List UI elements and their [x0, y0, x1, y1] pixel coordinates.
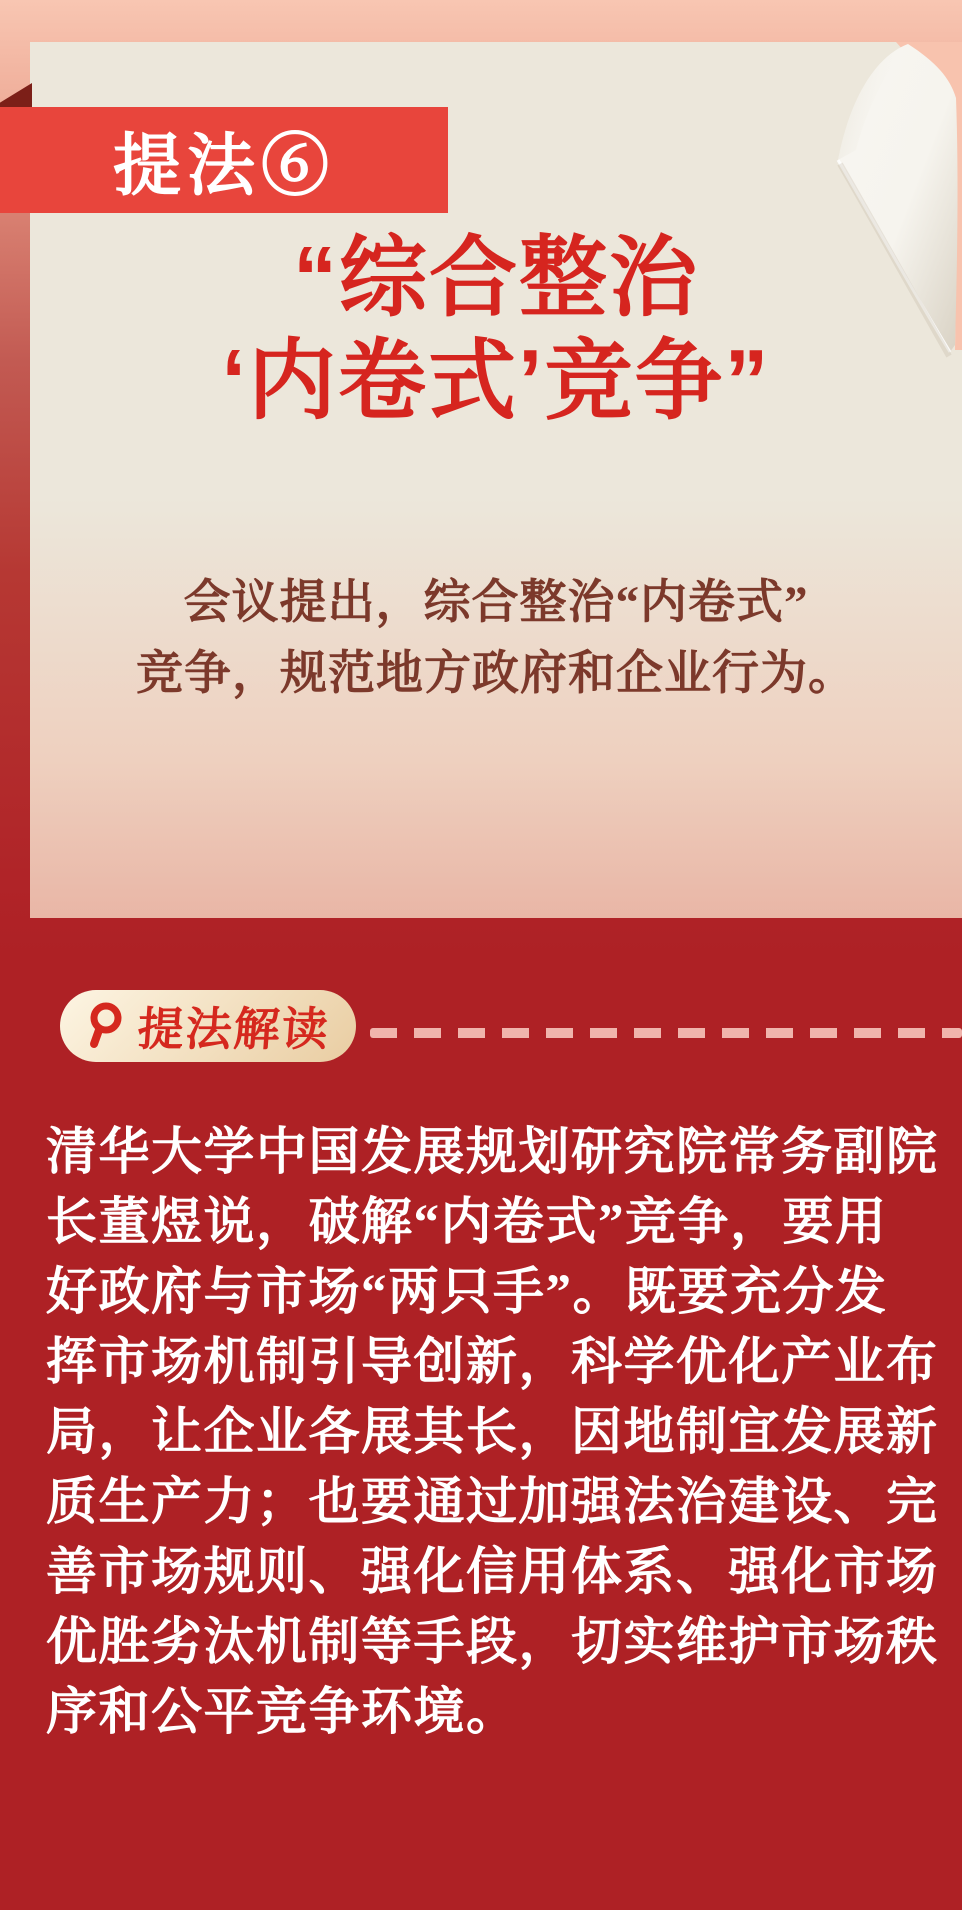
dashed-divider — [370, 1028, 962, 1038]
paragraph-line: 挥市场机制引导创新，科学优化产业布 — [46, 1335, 939, 1391]
main-title — [30, 226, 962, 432]
interpretation-badge — [60, 990, 356, 1062]
topic-banner — [0, 107, 448, 213]
interpretation-badge-label: 提法解读 — [135, 1003, 332, 1055]
paragraph-line: 优胜劣汰机制等手段，切实维护市场秩 — [46, 1615, 939, 1671]
paragraph-line: 局，让企业各展其长，因地制宜发展新 — [46, 1405, 939, 1461]
main-title-line1: “综合整治 — [292, 228, 699, 327]
meeting-summary — [30, 568, 962, 710]
paragraph-line: 善市场规则、强化信用体系、强化市场 — [46, 1545, 939, 1601]
paragraph-line: 序和公平竞争环境。 — [46, 1685, 519, 1741]
summary-line2: 竞争，规范地方政府和企业行为。 — [136, 648, 856, 700]
summary-line1: 会议提出，综合整治“内卷式” — [183, 577, 809, 629]
paragraph-line: 清华大学中国发展规划研究院常务副院 — [46, 1125, 939, 1181]
paragraph-line: 质生产力；也要通过加强法治建设、完 — [46, 1475, 939, 1531]
paragraph-line: 长董煜说，破解“内卷式”竞争，要用 — [46, 1195, 888, 1251]
interpretation-paragraph — [46, 1118, 939, 1748]
topic-badge-label: 提法⑥ — [112, 127, 335, 204]
paragraph-line: 好政府与市场“两只手”。既要充分发 — [46, 1265, 888, 1321]
magnifier-icon — [84, 1002, 124, 1050]
main-title-line2: ‘内卷式’竞争” — [221, 331, 771, 430]
banner-fold-triangle — [0, 83, 32, 107]
